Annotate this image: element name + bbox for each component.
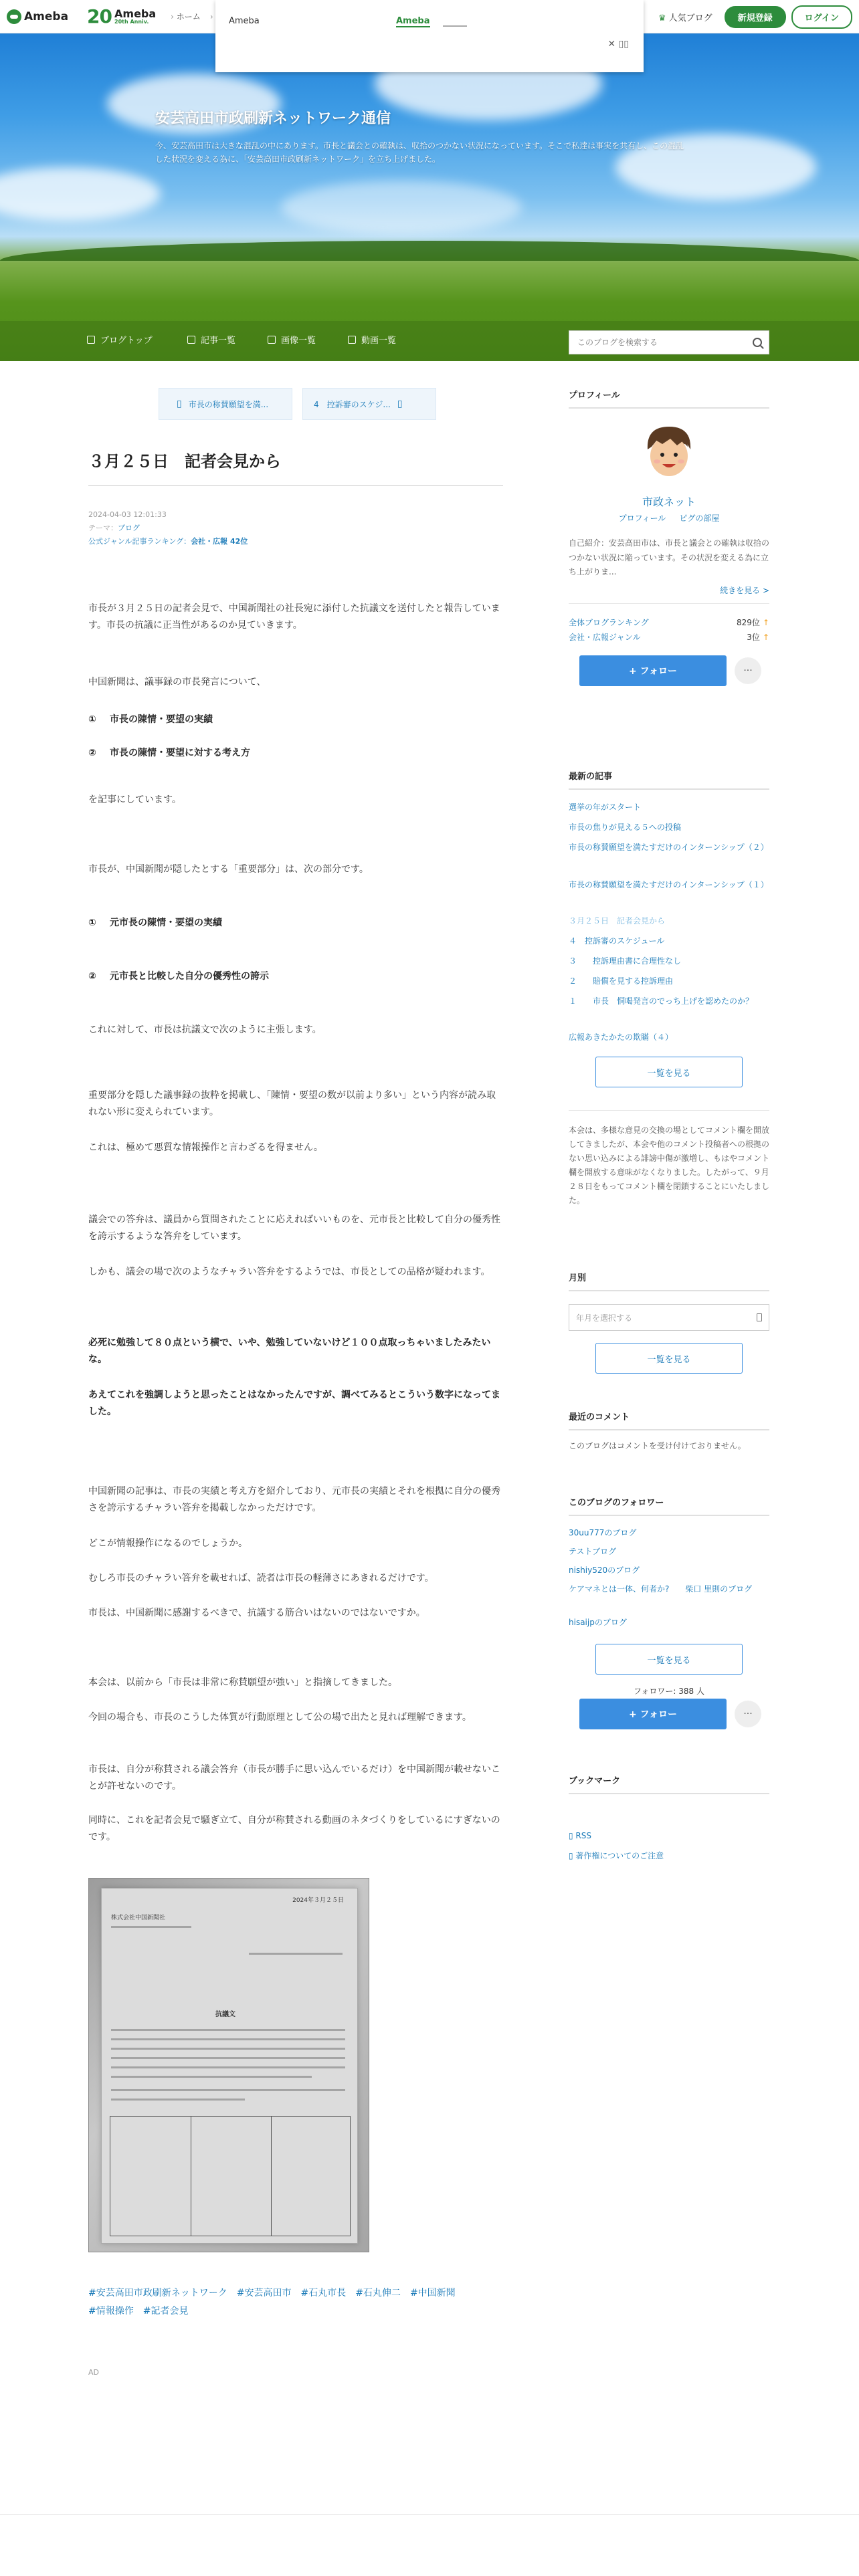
paragraph: どこが情報操作になるのでしょうか。 [88,1538,248,1549]
paragraph: これは、極めて悪質な情報操作と言わざるを得ません。 [88,1142,323,1153]
item-number: ① [88,918,96,928]
theme-label: テーマ： [88,523,118,532]
numbered-item [88,745,503,762]
nav-article-list[interactable] [187,333,235,346]
paragraph: 市長は、自分が称賛される議会答弁（市長が勝手に思い込んでいるだけ）を中国新聞が載せないことが許せないのです。 [88,1764,500,1792]
frog-icon [7,9,21,24]
item-number: ① [88,714,96,725]
recent-list-all-button[interactable]: 一覧を見る [595,1057,743,1087]
recent-entry[interactable]: 広報あきたかたの欺瞞（４） [569,1033,674,1042]
paragraph: これに対して、市長は抗議文で次のように主張します。 [88,1025,322,1035]
rank-value: 829位 [737,618,760,627]
book-icon: ▯ [569,1851,576,1860]
letter-line [111,2057,345,2059]
next-article-link[interactable] [302,388,436,420]
rss-label: RSS [575,1831,591,1840]
logo20-sub: 20th Anniv. [114,18,149,25]
hashtag-link[interactable]: #石丸市長 [300,2288,347,2298]
theme-link[interactable]: ブログ [118,523,140,532]
paragraph: 中国新聞の記事は、市長の実績と考え方を紹介しており、元市長の実績とそれを根拠に自分の優秀さを誇示するチャラい答弁を掲載しなかっただけです。 [88,1486,500,1514]
login-button[interactable]: ログイン [791,5,852,29]
letter-line [111,2048,345,2050]
next-article-label: 4 控訴審のスケジ... [314,399,391,409]
letter-line [111,2029,345,2031]
paragraph: 市長が３月２５日の記者会見で、中国新聞社の社長宛に添付した抗議文を送付したと報告しています。市長の抗議に正当性があるのか見ていきます。 [88,603,500,631]
nav-label: 記事一覧 [201,336,236,346]
title-divider [88,485,503,486]
numbered-item [88,712,503,728]
ad-source: Ameba [229,16,260,26]
logo-text: Ameba [24,9,69,23]
letter-line [111,2089,345,2091]
recent-heading: 最新の記事 [569,769,769,790]
recent-entry-current[interactable]: ３月２５日 記者会見から [569,916,666,926]
quote-bold: 必死に勉強して８０点という横で、いや、勉強していないけど１００点取っちゃいましたみたいな。 [88,1337,491,1366]
item-text: 市長の陳情・要望の実績 [110,714,213,725]
ad-divider [443,25,467,27]
letter-line [111,2076,312,2078]
rank-value: 3位 [747,633,760,642]
recent-entry[interactable]: 市長の称賛願望を満たすだけのインターンシップ（１） [569,880,769,889]
ad-link[interactable]: Ameba [396,16,430,26]
paragraph: 中国新聞は、議事録の市長発言について、 [88,677,266,687]
nav-label: 画像一覧 [281,336,316,346]
divider [569,603,769,604]
item-text: 元市長の陳情・要望の実績 [110,918,222,928]
paragraph: 今回の場合も、市長のこうした体質が行動原理として公の場で出たと見れば理解できます。 [88,1712,472,1723]
ad-close-icon[interactable]: ✕ ▯▯ [607,39,629,49]
followers-list-all-button[interactable]: 一覧を見る [595,1644,743,1675]
hashtag-link[interactable]: #情報操作 [88,2305,134,2317]
paragraph: 議会での答弁は、議員から質問されたことに応えればいいものを、元市長と比較して自分の優秀性を誇示するような答弁をしています。 [88,1214,500,1243]
ad-overlay[interactable] [215,0,644,72]
recent-entry[interactable]: 市長の焦りが見える５への投稿 [569,823,682,832]
follow-button-bottom[interactable]: + フォロー [579,1699,727,1729]
pigg-room-link[interactable]: ピグの部屋 [679,514,720,523]
paragraph: 同時に、これを記者会見で騒ぎ立て、自分が称賛される動画のネタづくりをしているにすぎないのです。 [88,1815,500,1843]
prev-article-link[interactable] [159,388,292,420]
letter-table [110,2116,351,2236]
read-more-link[interactable]: 続きを見る > [720,586,769,595]
profile-link[interactable]: プロフィール [618,514,666,523]
table-divider [271,2117,272,2236]
letter-date: 2024年３月２５日 [292,1897,344,1904]
popular-label: 人気ブログ [668,13,712,23]
prev-article-label: 市長の称賛願望を満... [188,399,269,409]
recent-entry[interactable]: 選挙の年がスタート [569,802,642,812]
numbered-item [88,915,503,932]
chevron-down-icon [757,1313,762,1321]
divider [569,1110,769,1111]
paragraph: 本会は、以前から「市長は非常に称賛願望が強い」と指摘してきました。 [88,1677,397,1688]
more-options-icon[interactable]: ··· [735,1701,761,1727]
letter-title: 抗議文 [215,2011,235,2018]
letter-sheet [101,1888,358,2244]
list-icon [187,336,195,344]
follower-link[interactable]: hisaijpのブログ [569,1618,627,1627]
rss-icon: ▯ [569,1831,576,1840]
rss-link[interactable] [569,1831,591,1840]
treeline-decoration [0,241,859,261]
bookmark-heading: ブックマーク [569,1774,769,1794]
blog-description: 今、安芸高田市は大きな混乱の中にあります。市長と議会との確執は、収拾のつかない状況になっています。そこで私達は事実を共有し、この混乱した状況を変える為に、「安芸高田市政刷新ネットワーク」を立ち上げました。 [155,141,684,165]
blog-title[interactable]: 安芸高田市政刷新ネットワーク通信 [155,110,391,127]
ranking-label: 公式ジャンル記事ランキング： [88,536,191,546]
ranking-link[interactable]: 会社・広報 42位 [191,536,248,546]
comments-text: このブログはコメントを受け付けておりません。 [569,1441,746,1451]
item-number: ② [88,971,96,982]
house-icon [87,336,95,344]
hashtag-link[interactable]: #石丸伸二 [355,2288,401,2298]
rank-genre[interactable] [569,631,769,643]
signup-button[interactable]: 新規登録 [725,6,786,28]
footer-divider [0,2514,859,2515]
avatar-face-icon [638,420,700,481]
blog-search-input[interactable] [569,338,753,347]
rank-up-icon: ↑ [762,618,769,627]
image-icon [268,336,276,344]
nav-label: 動画一覧 [361,336,397,346]
chevron-left-icon: ▯ [177,399,182,409]
follower-link[interactable]: テストブログ [569,1547,617,1556]
nav-image-list[interactable] [268,333,316,346]
paragraph: 市長が、中国新聞が隠したとする「重要部分」は、次の部分です。 [88,864,369,875]
nav-label: ブログトップ [100,336,153,346]
letter-line [111,2066,345,2068]
recent-entry[interactable]: ３ 控訴理由書に合理性なし [569,956,682,966]
rank-label: 会社・広報ジャンル [569,633,641,642]
letter-recipient: 株式会社中国新聞社 [111,1915,166,1921]
cloud-decoration [281,181,522,234]
item-number: ② [88,748,96,758]
follow-button[interactable]: + フォロー [579,655,727,686]
letter-line [111,2099,245,2101]
comments-heading: 最近のコメント [569,1410,769,1430]
letter-line [249,1953,343,1955]
video-icon [348,336,356,344]
paragraph: 市長は、中国新聞に感謝するべきで、抗議する筋合いはないのではないですか。 [88,1608,425,1618]
profile-heading: プロフィール [569,388,769,409]
ad-label: AD [88,2368,99,2377]
numbered-item [88,968,503,985]
monthly-heading: 月別 [569,1271,769,1291]
nav-video-list[interactable] [348,333,396,346]
follower-link[interactable]: 30uu777のブログ [569,1528,637,1537]
hashtag-link[interactable]: #記者会見 [142,2305,189,2317]
follower-count: フォロワー: 388 人 [634,1687,704,1696]
paragraph: しかも、議会の場で次のようなチャラい答弁をするようでは、市長としての品格が疑われます。 [88,1267,490,1277]
crown-icon: ♛ [658,13,666,23]
letter-line [111,2038,345,2040]
recent-entry[interactable]: 市長の称賛願望を満たすだけのインターンシップ（２） [569,843,769,852]
profile-description: 自己紹介：安芸高田市は、市長と議会との確執は収拾のつかない状況に陥っています。その状況を変える為に立ち上がりま... [569,538,770,577]
item-text: 市長の陳情・要望に対する考え方 [110,748,250,758]
hashtag-list [88,2284,503,2320]
hashtag-link[interactable]: #中国新聞 [409,2288,456,2298]
recent-entry[interactable]: ２ 賠償を見する控訴理由 [569,976,674,986]
item-text: 元市長と比較した自分の優秀性の誇示 [110,971,269,982]
nav-home-link[interactable]: › ホーム [171,11,201,22]
logo20-brand: Ameba [114,7,157,20]
copyright-link[interactable] [569,1850,664,1861]
copyright-label: 著作権についてのご注意 [575,1851,664,1860]
blog-header [0,33,859,361]
paragraph: 重要部分を隠した議事録の抜粋を掲載し、「陳情・要望の数が以前より多い」という内容が読み取れない形に変えられています。 [88,1090,496,1118]
popular-blog-link[interactable] [658,11,712,23]
monthly-list-all-button[interactable]: 一覧を見る [595,1343,743,1374]
recent-entry[interactable]: １ 市長 恫喝発言のでっち上げを認めたのか？ [569,996,754,1006]
profile-avatar[interactable] [638,420,700,481]
article-date: 2024-04-03 12:01:33 [88,510,167,519]
rank-overall[interactable] [569,617,769,628]
quote-bold: あえてこれを強調しようと思ったことはなかったんですが、調べてみるとこういう数字になってました。 [88,1390,500,1418]
profile-name[interactable]: 市政ネット [642,496,696,508]
recent-entry[interactable]: ４ 控訴審のスケジュール [569,936,665,946]
follower-link[interactable]: nishiy520のブログ [569,1566,640,1575]
paragraph: を記事にしています。 [88,794,181,805]
article-title[interactable]: ３月２５日 記者会見から [88,452,281,471]
blog-search [569,330,769,354]
hashtag-link[interactable]: #安芸高田市政刷新ネットワーク [88,2288,227,2298]
article-meta [88,508,248,548]
letter-line [111,1926,191,1928]
nav-blog-top[interactable] [87,333,153,346]
rank-up-icon: ↑ [762,633,769,642]
month-select-value: 年月を選択する [576,1313,633,1323]
follower-link[interactable]: ケアマネとは一体、何者か? 柴口 里則のブログ [569,1584,753,1594]
comment-notice: 本会は、多様な意見の交換の場としてコメント欄を開放してきましたが、本会や他のコメント投稿者への根拠のない思い込みによる誹謗中傷が激増し、もはやコメント欄を開放する意味がなくなりました。したがって、９月２８日をもってコメント欄を閉鎖することにいたしました。 [569,1125,770,1205]
rank-label: 全体ブログランキング [569,618,649,627]
profile-links [569,512,769,524]
protest-letter-image[interactable] [88,1878,369,2252]
search-icon[interactable] [753,338,762,347]
blog-nav [0,321,859,361]
cloud-decoration [0,167,161,221]
more-options-icon[interactable]: ··· [735,657,761,684]
chevron-right-icon: ▯ [397,399,403,409]
paragraph: むしろ市長のチャラい答弁を載せれば、読者は市長の軽薄さにあきれるだけです。 [88,1573,434,1584]
followers-heading: このブログのフォロワー [569,1495,769,1516]
ameba-20th-logo[interactable] [87,5,156,27]
ameba-logo[interactable] [7,9,68,24]
month-select[interactable] [569,1304,769,1331]
hashtag-link[interactable]: #安芸高田市 [236,2288,292,2298]
logo20-number: 20 [87,5,112,27]
